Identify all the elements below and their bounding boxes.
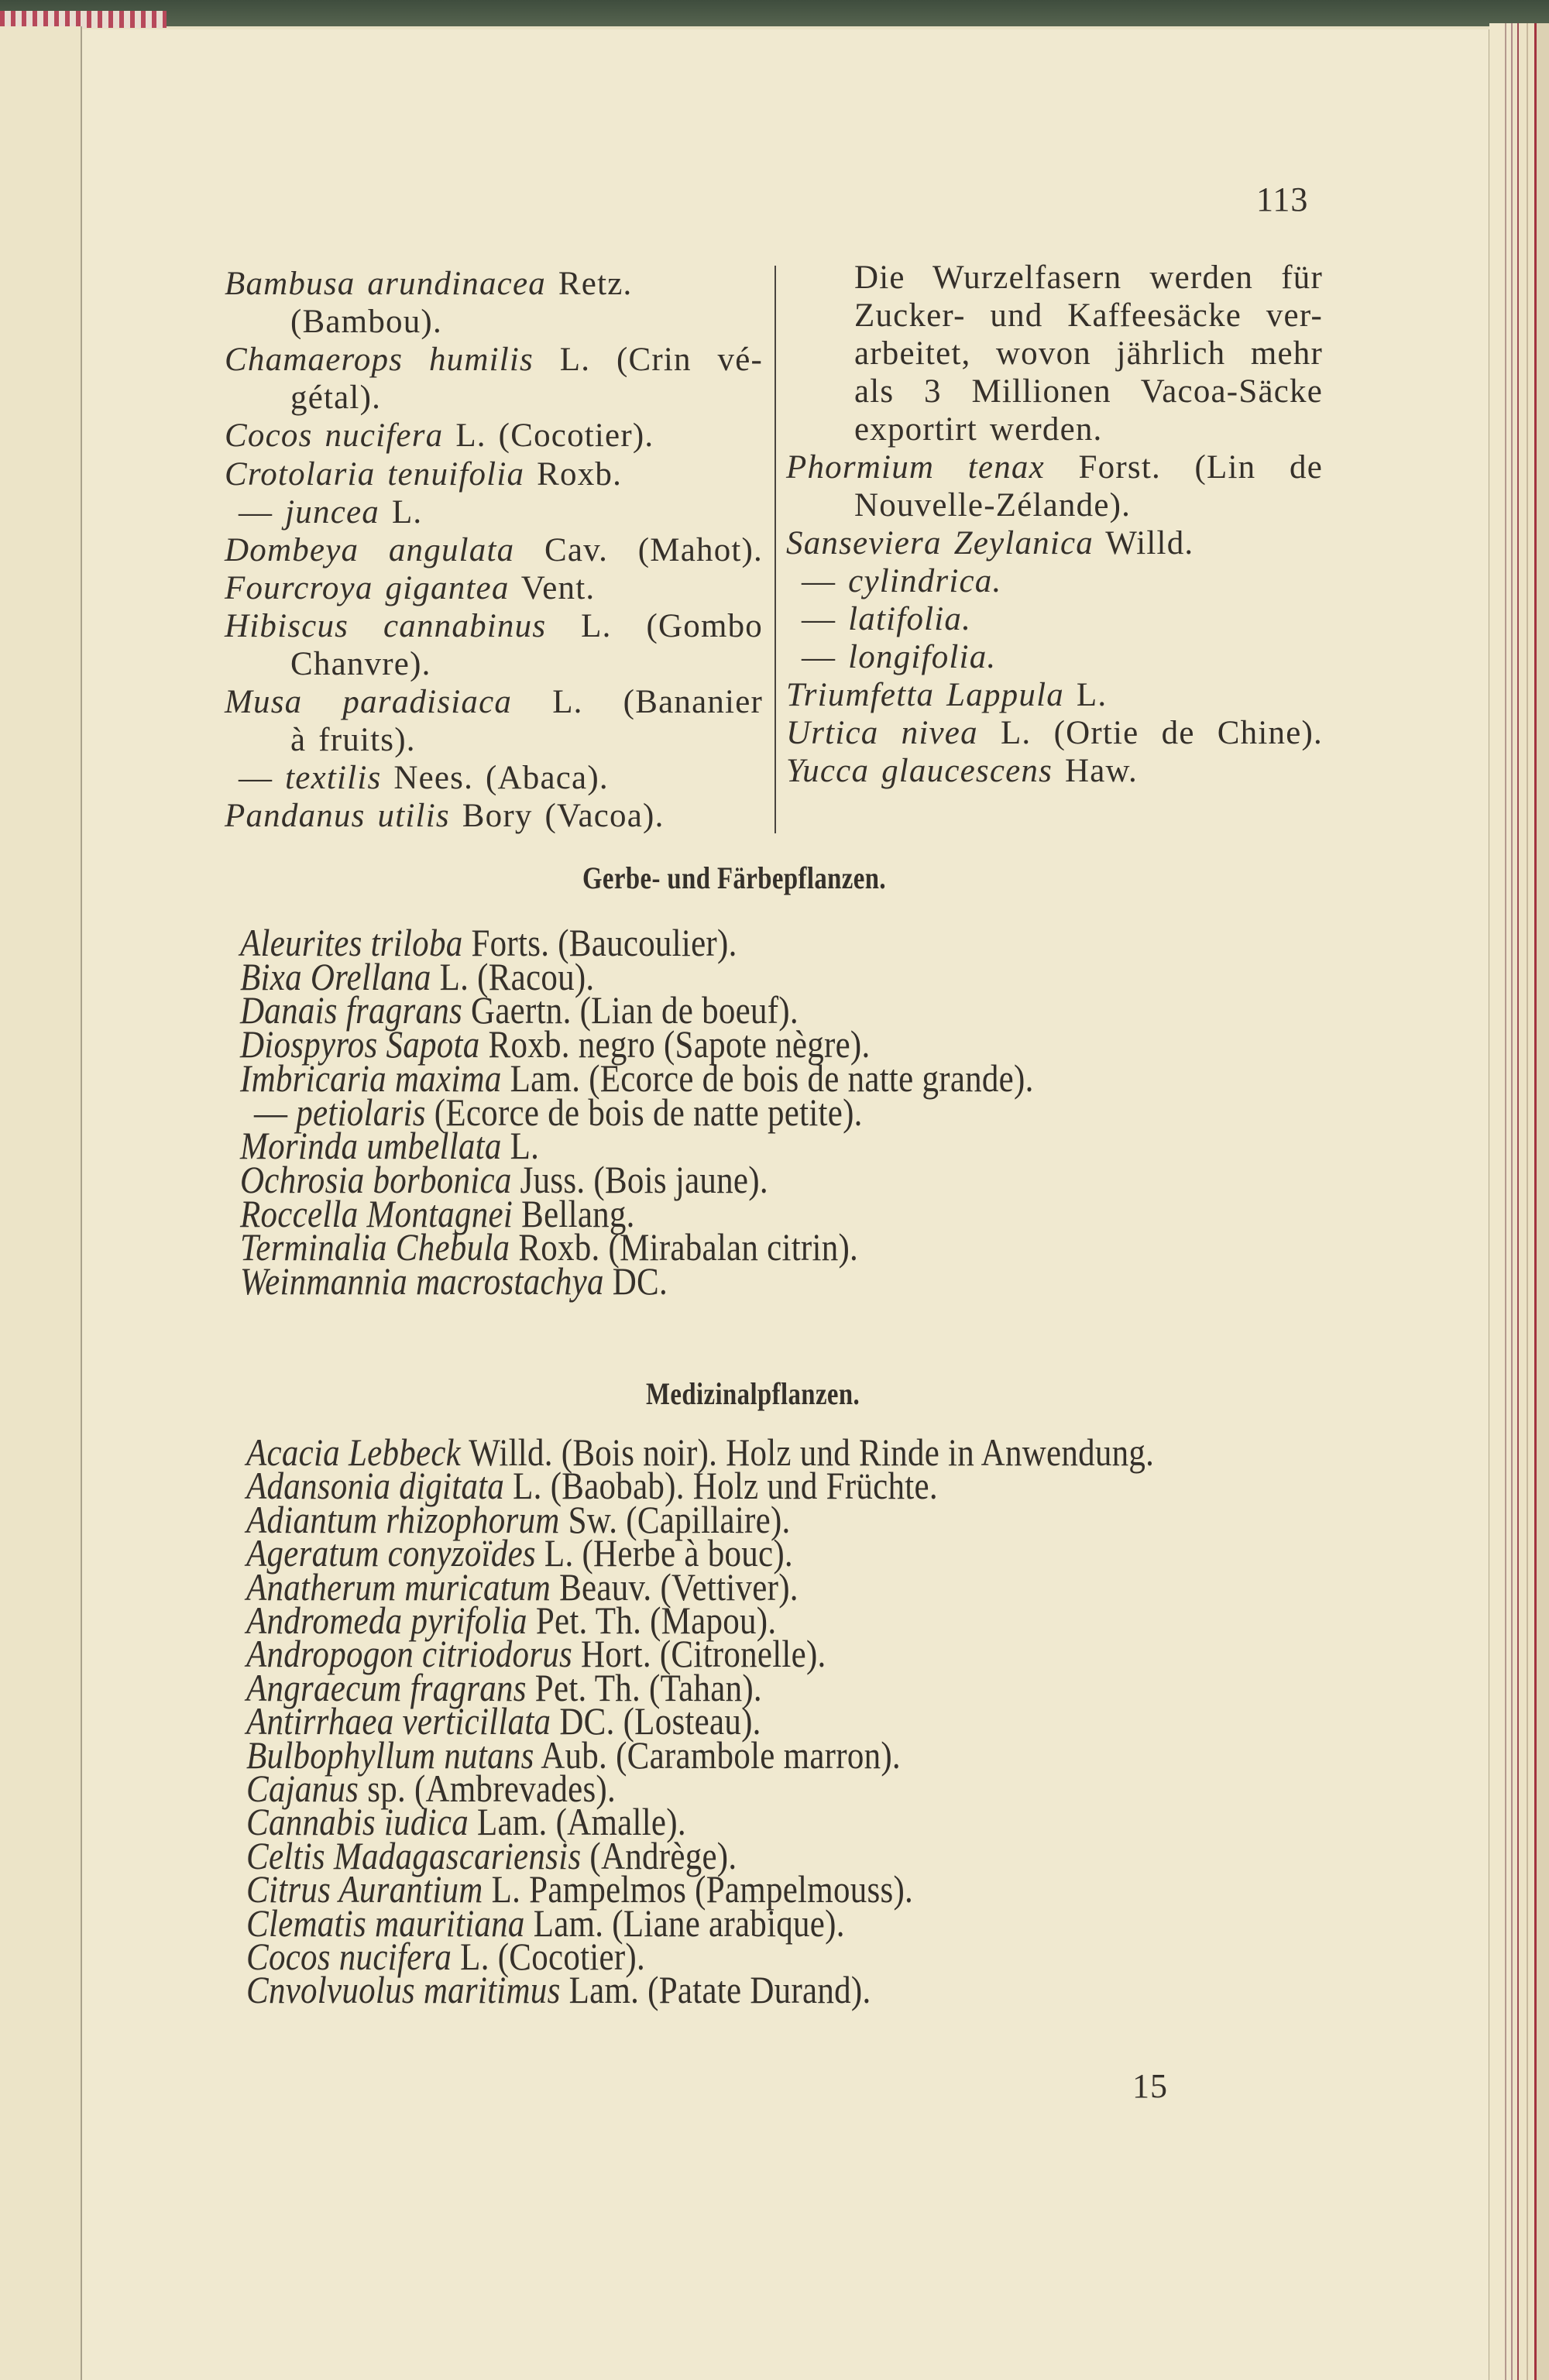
authority-and-common-name: Nees. (Abaca). <box>393 760 609 797</box>
section-heading-medicinal-plants: Medizinalpflanzen. <box>646 1376 860 1411</box>
entry-line <box>854 297 1323 335</box>
entry-text: exportirt werden. <box>854 411 1103 448</box>
section-heading-tanning-dye-plants: Gerbe- und Färbepflanzen. <box>582 860 886 895</box>
species-name: Chamaerops humilis <box>225 342 534 379</box>
species-name: Bulbophyllum nutans <box>246 1733 534 1777</box>
species-name: cylindrica. <box>848 563 1002 599</box>
authority-and-common-name: Lam. (Ecorce de bois de natte grande). <box>510 1056 1034 1100</box>
species-name: Cocos nucifera <box>225 417 444 455</box>
species-name: Terminalia Chebula <box>240 1225 510 1269</box>
species-name: Aleurites triloba <box>240 921 463 964</box>
authority-and-common-name: Willd. (Bois noir). Holz und Rinde in Anwendung. <box>469 1430 1155 1474</box>
species-name: Antirrhaea verticillata <box>246 1699 551 1743</box>
species-name: latifolia. <box>848 601 972 637</box>
species-name: Citrus Aurantium <box>246 1867 483 1911</box>
entry-line <box>225 455 622 493</box>
authority-and-common-name: Juss. (Bois jaune). <box>520 1157 768 1201</box>
species-name: Acacia Lebbeck <box>246 1430 462 1474</box>
entry-line <box>225 531 763 569</box>
entry-line <box>225 797 665 835</box>
authority-and-common-name: L. (Herbe à bouc). <box>544 1531 793 1575</box>
authority-and-common-name: L. (Bananier <box>552 684 764 721</box>
entry-text: gétal). <box>290 379 382 417</box>
authority-and-common-name: L. (Ortie de Chine). <box>1000 715 1323 751</box>
authority-and-common-name: Sw. (Capillaire). <box>568 1497 791 1541</box>
species-name: textilis <box>285 760 382 797</box>
ditto-dash: — <box>239 493 273 531</box>
entry-text: (Bambou). <box>290 304 442 341</box>
page-edges <box>1489 23 1549 2380</box>
entry-line <box>786 676 1107 714</box>
species-name: Musa paradisiaca <box>225 684 513 721</box>
book-top-edge <box>0 0 1549 26</box>
authority-and-common-name: Vent. <box>520 569 596 606</box>
authority-and-common-name: L. <box>510 1124 540 1168</box>
species-name: Bambusa arundinacea <box>225 266 546 302</box>
authority-and-common-name: Forts. (Baucoulier). <box>471 921 737 964</box>
species-name: Phormium tenax <box>786 449 1045 486</box>
species-name: Diospyros Sapota <box>240 1022 480 1066</box>
species-name: Adiantum rhizophorum <box>246 1497 560 1541</box>
authority-and-common-name: L. <box>1076 677 1108 713</box>
entry-line <box>290 645 431 683</box>
species-name: Angraecum fragrans <box>246 1665 527 1709</box>
authority-and-common-name: Beauv. (Vettiver). <box>559 1564 799 1609</box>
species-name: Danais fragrans <box>240 988 463 1032</box>
ditto-dash: — <box>802 601 836 637</box>
species-name: Hibiscus cannabinus <box>225 607 547 644</box>
entry-line <box>239 493 422 531</box>
species-name: Pandanus utilis <box>225 798 450 835</box>
ditto-dash: — <box>254 1090 288 1134</box>
species-name: Weinmannia macrostachya <box>240 1259 604 1303</box>
entry-line <box>802 600 971 638</box>
entry-line <box>225 683 763 721</box>
species-name: Anatherum muricatum <box>246 1564 551 1609</box>
entry-line <box>239 759 609 797</box>
species-name: Celtis Madagascariensis <box>246 1833 582 1877</box>
entry-line <box>854 259 1323 297</box>
species-name: Clematis mauritiana <box>246 1901 525 1945</box>
entry-text: Die Wurzelfasern werden für <box>854 259 1323 296</box>
authority-and-common-name: Lam. (Patate Durand). <box>568 1968 871 2012</box>
species-name: Andropogon citriodorus <box>246 1632 572 1676</box>
authority-and-common-name: Pet. Th. (Tahan). <box>534 1665 762 1709</box>
entry-line <box>290 303 442 341</box>
authority-and-common-name: Aub. (Carambole marron). <box>541 1733 901 1777</box>
authority-and-common-name: L. (Gombo <box>581 607 764 644</box>
entry-line <box>225 607 763 645</box>
column-divider <box>774 266 776 833</box>
authority-and-common-name: Lam. (Amalle). <box>476 1800 686 1844</box>
authority-and-common-name: Hort. (Citronelle). <box>580 1632 826 1676</box>
entry-text: Zucker- und Kaffeesäcke ver- <box>854 297 1323 334</box>
authority-and-common-name: Forst. (Lin de <box>1078 449 1323 486</box>
authority-and-common-name: sp. (Ambrevades). <box>367 1767 617 1810</box>
species-name: Roccella Montagnei <box>240 1191 513 1235</box>
species-name: Cocos nucifera <box>246 1935 452 1978</box>
signature-mark: 15 <box>1132 2067 1168 2105</box>
species-name: Morinda umbellata <box>240 1124 502 1168</box>
authority-and-common-name: Haw. <box>1065 753 1138 789</box>
authority-and-common-name: L. <box>391 493 423 531</box>
facing-page-edge <box>0 26 82 2380</box>
species-name: Yucca glaucescens <box>786 753 1053 789</box>
entry-text: Nouvelle-Zélande). <box>854 487 1132 524</box>
authority-and-common-name: Roxb. (Mirabalan citrin). <box>518 1225 859 1269</box>
entry-text: à fruits). <box>290 722 416 759</box>
entry-line <box>854 335 1323 373</box>
species-name: Fourcroya gigantea <box>225 569 510 606</box>
entry-line <box>802 638 996 676</box>
entry-line <box>802 562 1001 600</box>
entry-line <box>854 410 1103 448</box>
species-name: longifolia. <box>848 639 997 675</box>
bookmark-ribbon <box>0 11 167 28</box>
species-name: Cnvolvuolus maritimus <box>246 1968 561 2012</box>
entry-line <box>786 448 1323 486</box>
authority-and-common-name: L. (Baobab). Holz und Früchte. <box>513 1464 938 1508</box>
authority-and-common-name: Pet. Th. (Mapou). <box>535 1599 777 1642</box>
authority-and-common-name: Roxb. <box>537 455 623 493</box>
species-name: petiolaris <box>296 1090 426 1134</box>
species-name: Imbricaria maxima <box>240 1056 502 1100</box>
species-name: Ochrosia borbonica <box>240 1157 512 1201</box>
species-name: Triumfetta Lappula <box>786 677 1064 713</box>
species-name: Crotolaria tenuifolia <box>225 455 525 493</box>
species-name: juncea <box>285 493 380 531</box>
authority-and-common-name: L. (Cocotier). <box>455 417 654 455</box>
authority-and-common-name: Bellang. <box>521 1191 635 1235</box>
entry-line <box>225 265 632 303</box>
authority-and-common-name: Roxb. negro (Sapote nègre). <box>488 1022 871 1066</box>
authority-and-common-name: L. (Crin vé- <box>559 342 764 379</box>
entry-line <box>240 1259 668 1303</box>
authority-and-common-name: L. Pampelmos (Pampelmouss). <box>491 1867 914 1911</box>
species-name: Cajanus <box>246 1767 359 1810</box>
authority-and-common-name: (Andrège). <box>589 1833 737 1877</box>
species-name: Cannabis iudica <box>246 1800 469 1844</box>
entry-line <box>290 721 416 759</box>
authority-and-common-name: Gaertn. (Lian de boeuf). <box>471 988 799 1032</box>
entry-line <box>225 569 595 607</box>
authority-and-common-name: L. (Cocotier). <box>460 1935 646 1978</box>
authority-and-common-name: DC. (Losteau). <box>559 1699 761 1743</box>
authority-and-common-name: Cav. (Mahot). <box>544 531 764 568</box>
authority-and-common-name: Willd. <box>1105 525 1194 562</box>
entry-text: als 3 Millionen Vacoa-Säcke <box>854 373 1323 410</box>
authority-and-common-name: DC. <box>612 1259 668 1303</box>
species-name: Ageratum conyzoïdes <box>246 1531 536 1575</box>
ditto-dash: — <box>802 563 836 599</box>
entry-line <box>786 752 1138 790</box>
entry-text: arbeitet, wovon jährlich mehr <box>854 335 1323 372</box>
ditto-dash: — <box>802 639 836 675</box>
entry-line <box>246 1968 871 2012</box>
species-name: Andromeda pyrifolia <box>246 1599 527 1642</box>
entry-line <box>225 341 763 379</box>
entry-line <box>854 373 1323 410</box>
species-name: Dombeya angulata <box>225 531 515 568</box>
entry-line <box>290 379 381 417</box>
species-name: Sanseviera Zeylanica <box>786 525 1094 562</box>
entry-line <box>786 524 1194 562</box>
page-number: 113 <box>1256 180 1309 218</box>
entry-line <box>854 486 1131 524</box>
authority-and-common-name: Retz. <box>558 266 633 302</box>
entry-line <box>786 714 1323 752</box>
species-name: Bixa Orellana <box>240 954 431 998</box>
authority-and-common-name: Bory (Vacoa). <box>462 798 665 835</box>
authority-and-common-name: L. (Racou). <box>439 954 595 998</box>
entry-text: Chanvre). <box>290 646 431 682</box>
ditto-dash: — <box>239 760 273 797</box>
entry-line <box>225 417 654 455</box>
species-name: Adansonia digitata <box>246 1464 505 1508</box>
species-name: Urtica nivea <box>786 715 978 751</box>
authority-and-common-name: Lam. (Liane arabique). <box>533 1901 845 1945</box>
authority-and-common-name: (Ecorce de bois de natte petite). <box>434 1090 863 1134</box>
